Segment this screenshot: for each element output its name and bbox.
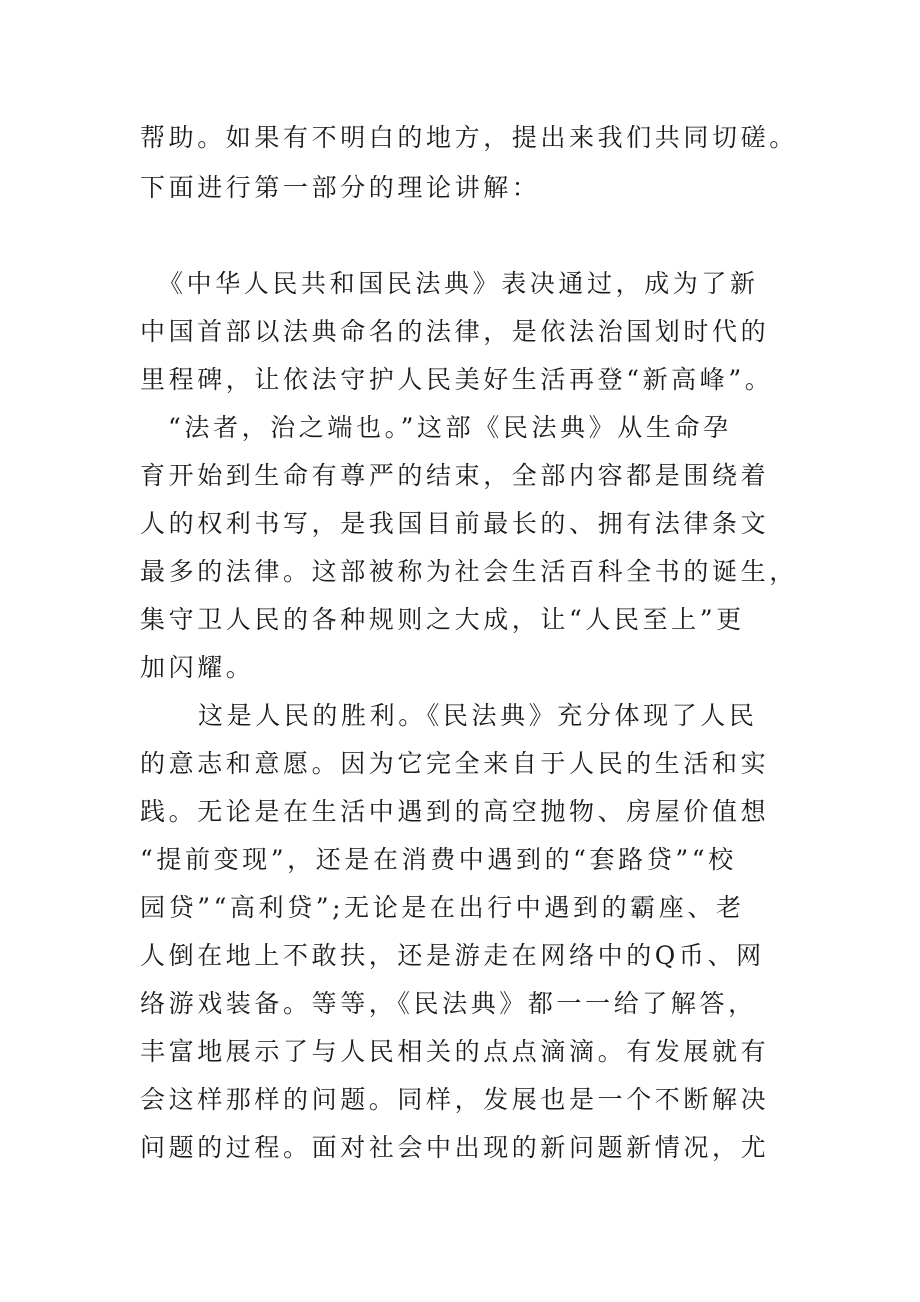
text-line: 践。无论是在生活中遇到的高空抛物、房屋价值想 bbox=[140, 797, 770, 826]
text-line: “提前变现”，还是在消费中遇到的“套路贷”“校 bbox=[140, 845, 737, 874]
text-line: 下面进行第一部分的理论讲解： bbox=[140, 173, 541, 202]
text-line: 的意志和意愿。因为它完全来自于人民的生活和实 bbox=[140, 749, 770, 778]
text-line: “法者，治之端也。”这部《民法典》从生命孕 bbox=[168, 413, 732, 442]
text-line: 育开始到生命有尊严的结束，全部内容都是围绕着 bbox=[140, 461, 770, 490]
text-line: 加闪耀。 bbox=[140, 653, 255, 682]
text-line: 园贷”“高利贷”;无论是在出行中遇到的霸座、老 bbox=[140, 893, 745, 922]
text-line: 络游戏装备。等等，《民法典》都一一给了解答， bbox=[140, 989, 757, 1018]
text-line: 人的权利书写，是我国目前最长的、拥有法律条文 bbox=[140, 509, 770, 538]
text-line: 中国首部以法典命名的法律，是依法治国划时代的 bbox=[140, 317, 770, 346]
text-line: 这是人民的胜利。《民法典》充分体现了人民 bbox=[198, 701, 758, 730]
text-line: 最多的法律。这部被称为社会生活百科全书的诞生， bbox=[140, 557, 798, 586]
text-line: 丰富地展示了与人民相关的点点滴滴。有发展就有 bbox=[140, 1037, 770, 1066]
text-line: 《中华人民共和国民法典》表决通过，成为了新 bbox=[158, 269, 759, 298]
text-line: 会这样那样的问题。同样，发展也是一个不断解决 bbox=[140, 1085, 770, 1114]
text-line: 里程碑，让依法守护人民美好生活再登“新高峰”。 bbox=[140, 365, 774, 394]
text-line: 问题的过程。面对社会中出现的新问题新情况，尤 bbox=[140, 1133, 770, 1162]
text-line: 帮助。如果有不明白的地方，提出来我们共同切磋。 bbox=[140, 123, 798, 152]
text-line: 集守卫人民的各种规则之大成，让“人民至上”更 bbox=[140, 605, 745, 634]
text-line: 人倒在地上不敢扶，还是游走在网络中的Q币、网 bbox=[140, 941, 765, 970]
